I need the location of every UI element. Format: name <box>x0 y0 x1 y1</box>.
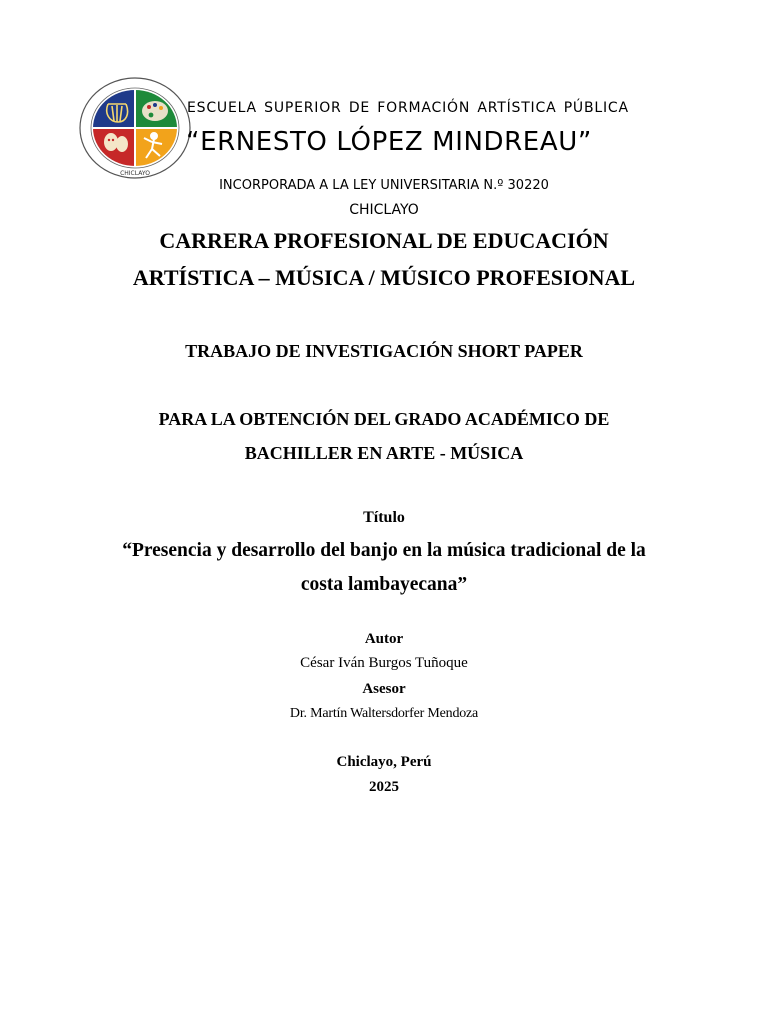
law-line: INCORPORADA A LA LEY UNIVERSITARIA N.º 30220 <box>219 178 549 193</box>
title-line1: “Presencia y desarrollo del banjo en la música tradicional de la <box>122 540 646 561</box>
career-line2: ARTÍSTICA – MÚSICA / MÚSICO PROFESIONAL <box>132 265 636 290</box>
author-label: Autor <box>364 631 404 647</box>
logo-bottom-text: CHICLAYO <box>120 170 150 177</box>
palette-icon <box>142 101 168 121</box>
institution-logo <box>78 76 192 180</box>
degree-line1: PARA LA OBTENCIÓN DEL GRADO ACADÉMICO DE <box>158 409 610 429</box>
institution-line1: ESCUELA SUPERIOR DE FORMACIÓN ARTÍSTICA PÚBLICA <box>187 100 629 116</box>
institution-name: “ERNESTO LÓPEZ MINDREAU” <box>186 127 592 157</box>
work-type: TRABAJO DE INVESTIGACIÓN SHORT PAPER <box>185 341 583 361</box>
title-line2: costa lambayecana” <box>300 574 468 595</box>
title-label: Título <box>363 509 405 526</box>
advisor-label: Asesor <box>362 681 406 697</box>
advisor-name: Dr. Martín Waltersdorfer Mendoza <box>289 706 479 721</box>
degree-line2: BACHILLER EN ARTE - MÚSICA <box>244 443 524 463</box>
author-name: César Iván Burgos Tuñoque <box>300 655 468 671</box>
career-line1: CARRERA PROFESIONAL DE EDUCACIÓN <box>159 228 609 253</box>
year: 2025 <box>369 779 399 795</box>
city-line: CHICLAYO <box>349 202 419 218</box>
place: Chiclayo, Perú <box>336 754 432 770</box>
